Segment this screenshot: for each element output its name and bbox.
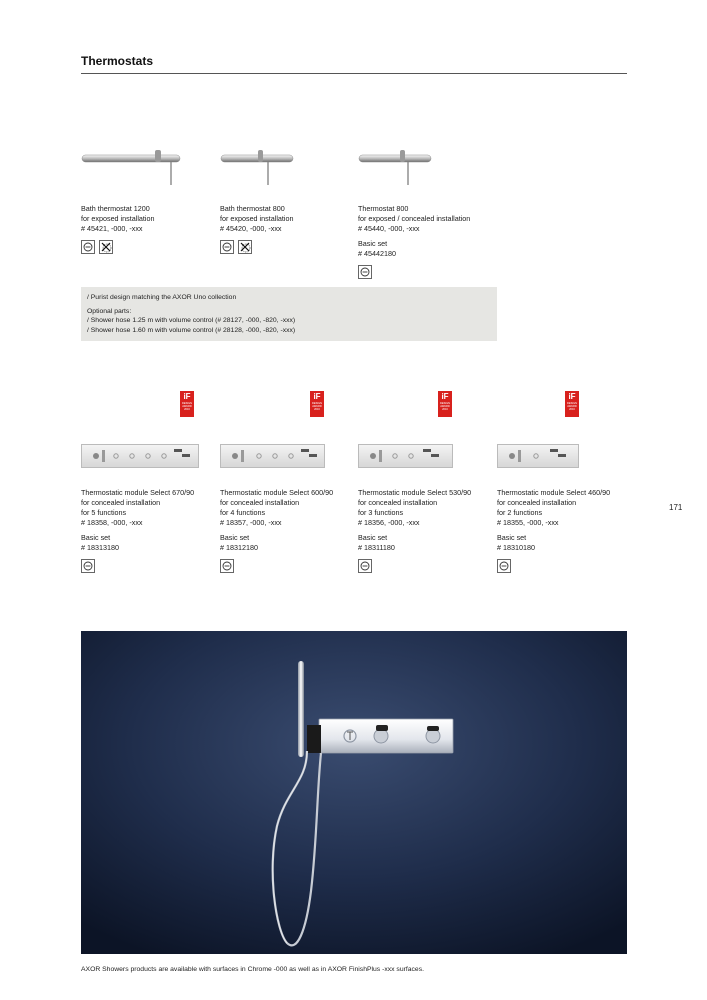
no-shower-spray-icon [99, 240, 113, 254]
product-thermostat-800 [358, 204, 470, 279]
basic-set-number: # 18312180 [220, 543, 258, 552]
product-name: Bath thermostat 1200 [81, 204, 150, 213]
product-number: # 45421, -000, -xxx [81, 224, 143, 233]
module-select-530-image [358, 444, 453, 468]
product-installation: for exposed installation [81, 214, 155, 223]
module-select-670-image [81, 444, 199, 468]
if-design-award-badge: iF DESIGN AWARD 2016 [180, 391, 194, 417]
bath-thermostat-800-image [220, 143, 295, 187]
temperature-control-icon [358, 559, 372, 573]
page-title: Thermostats [81, 54, 154, 68]
product-functions: for 3 functions [358, 508, 404, 517]
if-design-award-badge: iF DESIGN AWARD 2016 [310, 391, 324, 417]
temperature-control-icon [220, 559, 234, 573]
bath-thermostat-1200-image [81, 143, 181, 187]
product-module-select-530 [358, 488, 471, 573]
basic-set-number: # 18310180 [497, 543, 535, 552]
product-name: Thermostatic module Select 670/90 [81, 488, 195, 497]
temperature-control-icon [81, 240, 95, 254]
product-number: # 18355, -000, -xxx [497, 518, 559, 527]
product-installation: for exposed installation [220, 214, 294, 223]
no-shower-spray-icon [238, 240, 252, 254]
surfaces-caption: AXOR Showers products are available with surfaces in Chrome -000 as well as in AXOR FinishPlus -xxx surfaces. [81, 966, 425, 973]
product-installation: for concealed installation [220, 498, 300, 507]
product-name: Thermostatic module Select 460/90 [497, 488, 611, 497]
basic-set-number: # 18311180 [358, 543, 395, 552]
product-name: Bath thermostat 800 [220, 204, 285, 213]
product-bath-thermostat-1200 [81, 204, 155, 254]
temperature-control-icon [497, 559, 511, 573]
basic-set-label: Basic set [358, 533, 388, 542]
basic-set-number: # 45442180 [358, 249, 396, 258]
if-design-award-badge: iF DESIGN AWARD 2016 [565, 391, 579, 417]
optional-part-2: / Shower hose 1.60 m with volume control (# 28128, -000, -820, -xxx) [87, 326, 296, 334]
product-functions: for 5 functions [81, 508, 127, 517]
temperature-control-icon [358, 265, 372, 279]
page-number: 171 [669, 503, 683, 512]
notes-box [81, 287, 497, 341]
basic-set-number: # 18313180 [81, 543, 119, 552]
module-select-600-image [220, 444, 325, 468]
basic-set-label: Basic set [220, 533, 250, 542]
title-divider [81, 73, 627, 74]
basic-set-label: Basic set [497, 533, 527, 542]
product-number: # 18358, -000, -xxx [81, 518, 143, 527]
optional-part-1: / Shower hose 1.25 m with volume control (# 28127, -000, -820, -xxx) [87, 317, 296, 324]
basic-set-label: Basic set [358, 239, 388, 248]
basic-set-label: Basic set [81, 533, 111, 542]
product-installation: for concealed installation [81, 498, 161, 507]
if-design-award-badge: iF DESIGN AWARD 2016 [438, 391, 452, 417]
product-installation: for concealed installation [497, 498, 577, 507]
optional-parts-heading: Optional parts: [87, 308, 132, 315]
product-number: # 45420, -000, -xxx [220, 224, 282, 233]
product-functions: for 2 functions [497, 508, 543, 517]
product-installation: for exposed / concealed installation [358, 214, 471, 223]
product-module-select-670 [81, 488, 194, 573]
product-name: Thermostatic module Select 530/90 [358, 488, 472, 497]
temperature-control-icon [220, 240, 234, 254]
product-number: # 18356, -000, -xxx [358, 518, 420, 527]
temperature-control-icon [81, 559, 95, 573]
module-select-460-image [497, 444, 579, 468]
product-name: Thermostat 800 [358, 204, 409, 213]
product-number: # 18357, -000, -xxx [220, 518, 282, 527]
product-number: # 45440, -000, -xxx [358, 224, 420, 233]
product-module-select-600 [220, 488, 333, 573]
product-functions: for 4 functions [220, 508, 266, 517]
product-module-select-460 [497, 488, 610, 573]
product-installation: for concealed installation [358, 498, 438, 507]
thermostat-800-image [358, 143, 433, 187]
product-bath-thermostat-800 [220, 204, 294, 254]
product-name: Thermostatic module Select 600/90 [220, 488, 334, 497]
shower-installation-photo [81, 631, 627, 954]
design-note: / Purist design matching the AXOR Uno collection [87, 294, 237, 301]
